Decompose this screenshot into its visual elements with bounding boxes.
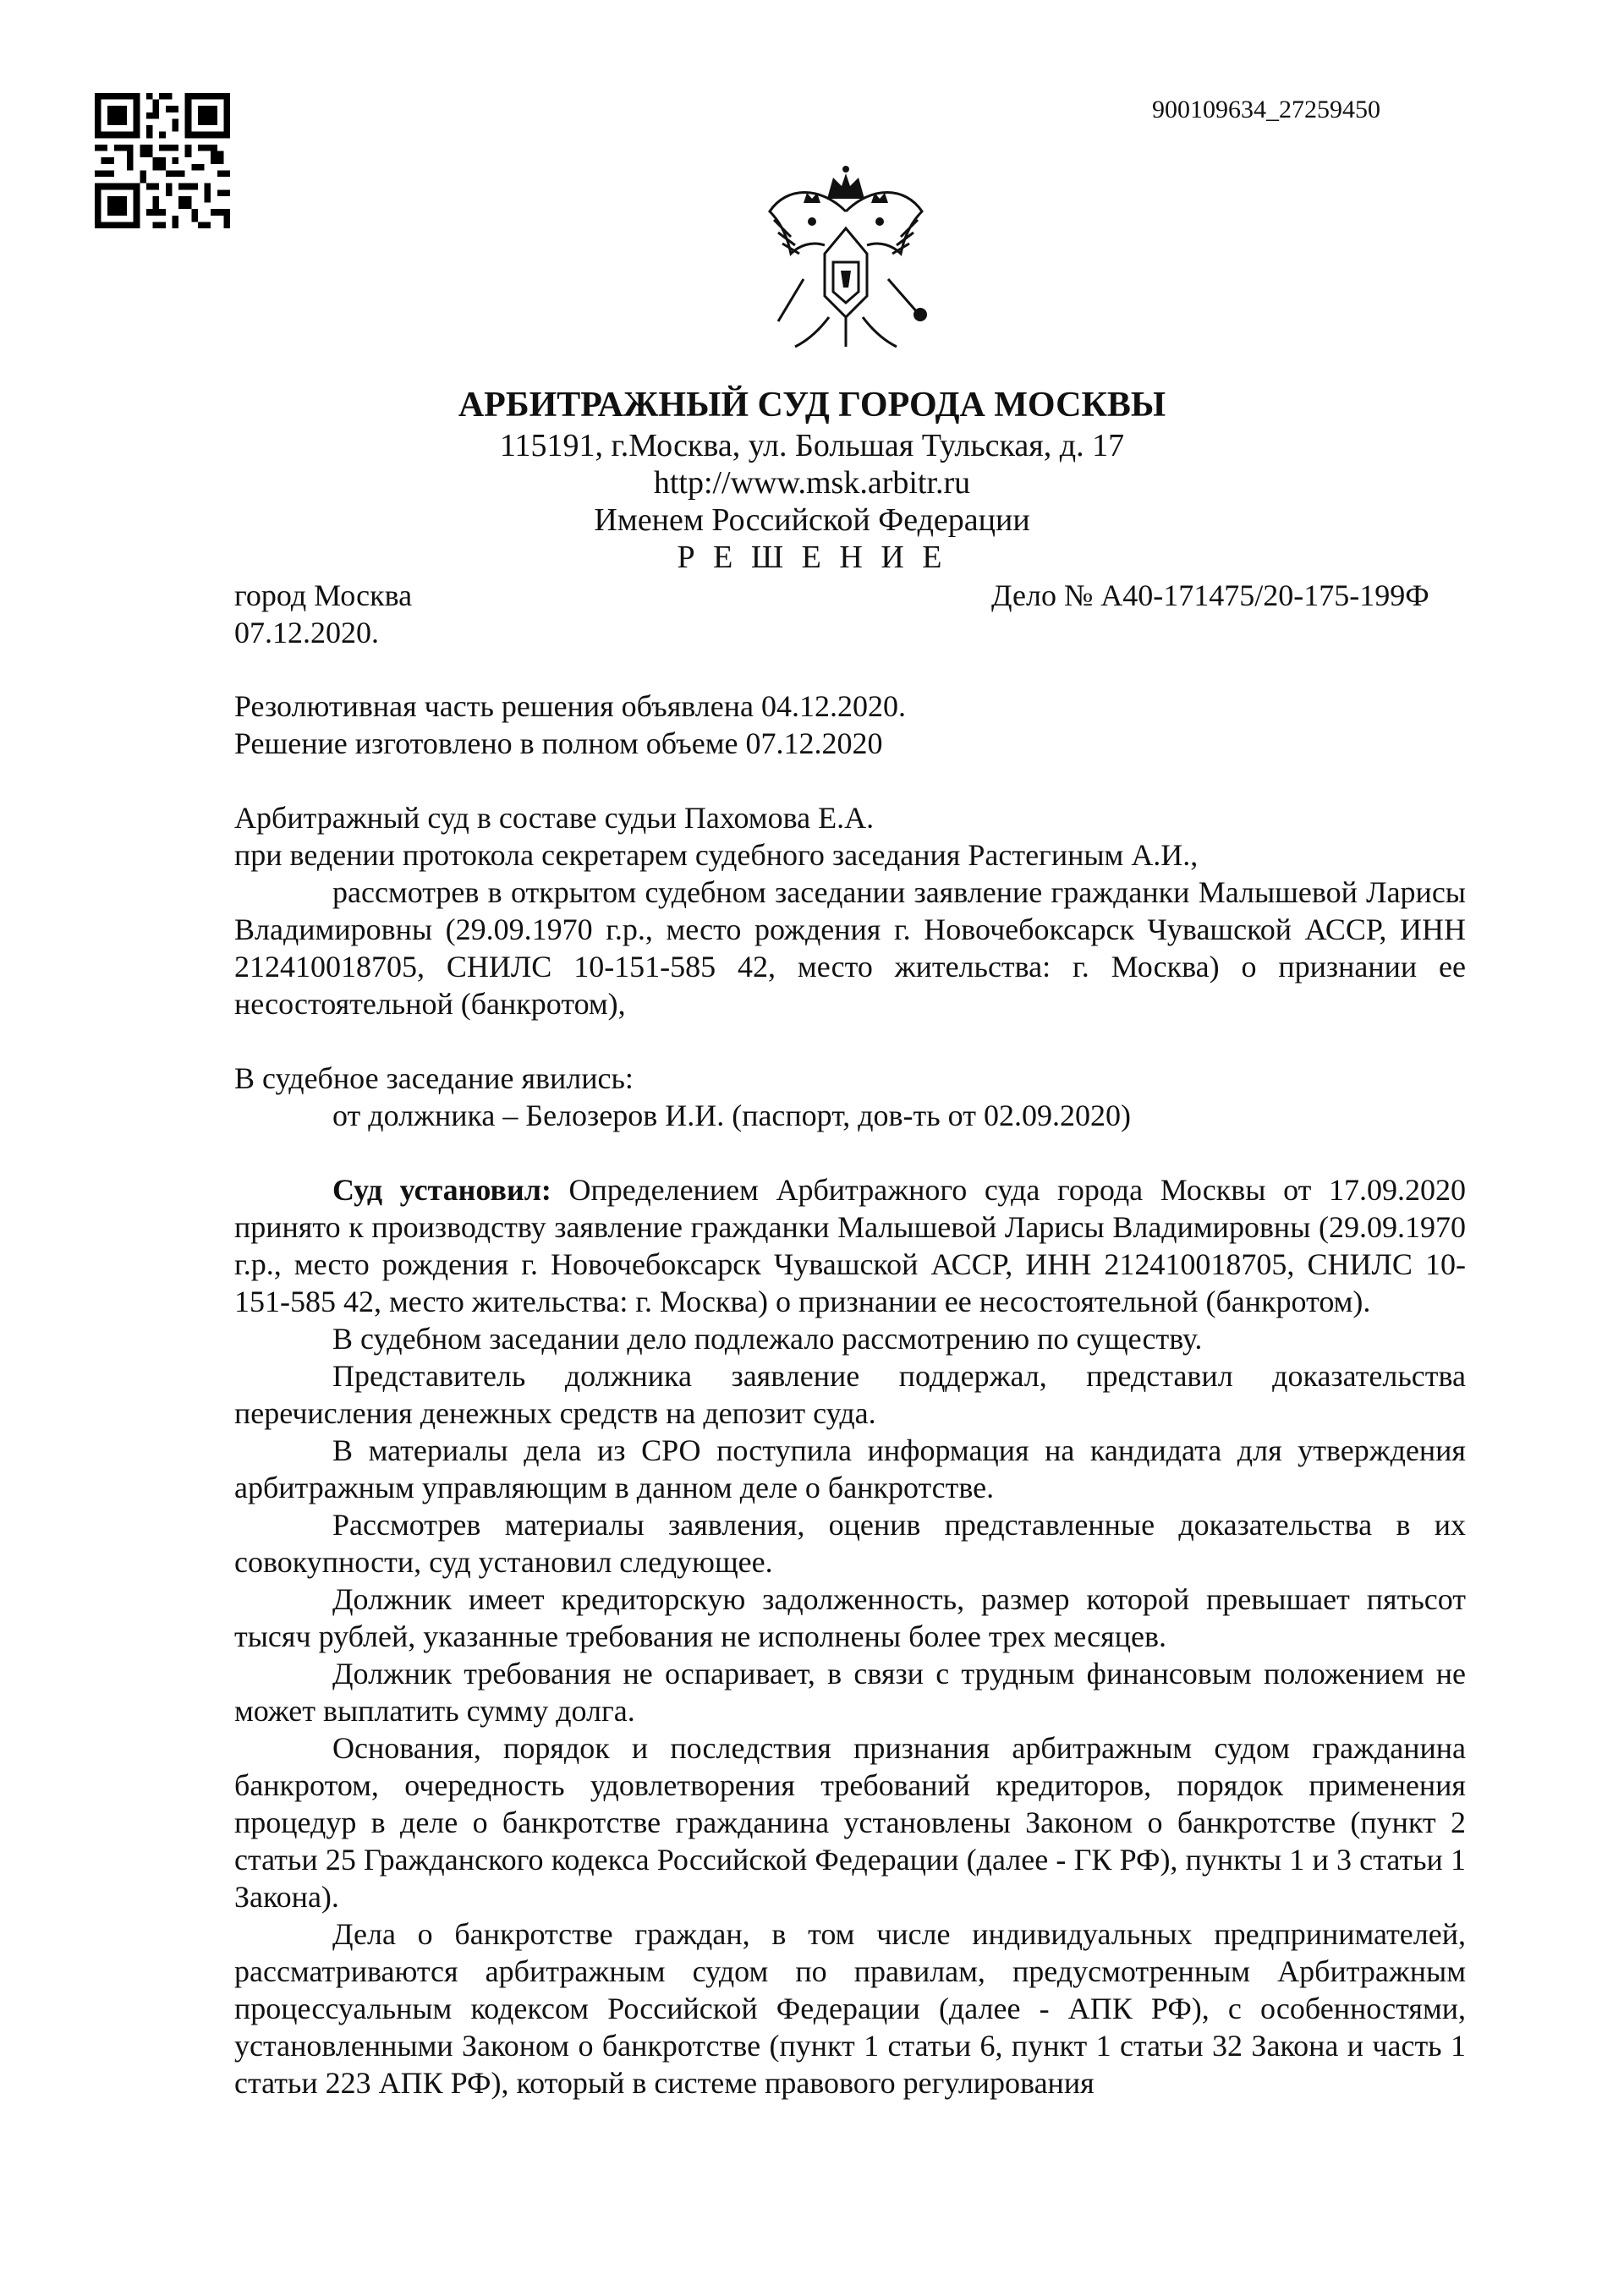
paragraph-7: Основания, порядок и последствия признания арбитражным судом гражданина банкротом, очередность удовлетворения требований кредиторов, порядок применения процедур в деле о банкротстве гражданина установлены Законом о банкротстве (пункт 2 статьи 25 Гражданского кодекса Российской Федерации (далее - ГК РФ), пункты 1 и 3 статьи 1 Закона). <box>234 1731 1466 1914</box>
court-address: 115191, г.Москва, ул. Большая Тульская, д. 17 <box>499 428 1125 463</box>
secretary: при ведении протокола секретарем судебного заседания Растегиным А.И., <box>234 838 1199 872</box>
court-composition: Арбитражный суд в составе судьи Пахомова Е.А. <box>234 801 875 835</box>
paragraph-6: Должник требования не оспаривает, в связи с трудным финансовым положением не может выплатить сумму долга. <box>234 1657 1466 1728</box>
in-name-of: Именем Российской Федерации <box>594 502 1030 538</box>
full-text-date: Решение изготовлено в полном объеме 07.12.2020 <box>234 726 883 760</box>
case-number: Дело № А40-171475/20-175-199Ф <box>991 578 1429 612</box>
paragraph-8: Дела о банкротстве граждан, в том числе индивидуальных предпринимателей, рассматриваются арбитражным судом по правилам, предусмотренным Арбитражным процессуальным кодексом Российской Федерации (далее - АПК РФ), с особенностями, установленными Законом о банкротстве (пункт 1 статьи 6, пункт 1 статьи 32 Закона и часть 1 статьи 223 АПК РФ), который в системе правового регулирования <box>234 1917 1466 2100</box>
document-type: Р Е Ш Е Н И Е <box>677 540 947 575</box>
coat-of-arms-emblem <box>753 152 939 355</box>
paragraph-3: В материалы дела из СРО поступила информация на кандидата для утверждения арбитражным управляющим в данном деле о банкротстве. <box>234 1433 1466 1504</box>
document-body <box>234 688 1466 2101</box>
established-paragraph <box>234 1171 1466 1320</box>
paragraph-1: В судебном заседании дело подлежало рассмотрению по существу. <box>332 1322 1203 1356</box>
attended-debtor: от должника – Белозеров И.И. (паспорт, дов-ть от 02.09.2020) <box>332 1099 1131 1132</box>
paragraph-5: Должник имеет кредиторскую задолженность, размер которой превышает пятьсот тысяч рублей, указанные требования не исполнены более трех месяцев. <box>234 1582 1466 1653</box>
attended-label: В судебное заседание явились: <box>234 1061 634 1095</box>
qr-code <box>95 93 230 228</box>
paragraph-2: Представитель должника заявление поддержал, представил доказательства перечисления денежных средств на депозит суда. <box>234 1359 1466 1430</box>
established-text: Определением Арбитражного суда города Москвы от 17.09.2020 принято к производству заявление гражданки Малышевой Ларисы Владимировны (29.09.1970 г.р., место рождения г. Новочебоксарск Чувашской АССР, ИНН 212410018705, СНИЛС 10-151-585 42, место жительства: г. Москва) о признании ее несостоятельной (банкротом). <box>234 1173 1466 1318</box>
court-website[interactable]: http://www.msk.arbitr.ru <box>653 465 971 501</box>
operative-announced: Резолютивная часть решения объявлена 04.12.2020. <box>234 689 906 723</box>
decision-date: 07.12.2020. <box>234 616 379 649</box>
document-id: 900109634_27259450 <box>1152 96 1380 123</box>
city: город Москва <box>234 578 413 612</box>
established-label: Суд установил: <box>332 1173 551 1207</box>
considering-paragraph: рассмотрев в открытом судебном заседании заявление гражданки Малышевой Ларисы Владимировны (29.09.1970 г.р., место рождения г. Новочебоксарск Чувашской АССР, ИНН 212410018705, СНИЛС 10-151-585 42, место жительства: г. Москва) о признании ее несостоятельной (банкротом), <box>234 875 1466 1021</box>
court-name: АРБИТРАЖНЫЙ СУД ГОРОДА МОСКВЫ <box>458 386 1166 425</box>
paragraph-4: Рассмотрев материалы заявления, оценив представленные доказательства в их совокупности, суд установил следующее. <box>234 1508 1466 1579</box>
